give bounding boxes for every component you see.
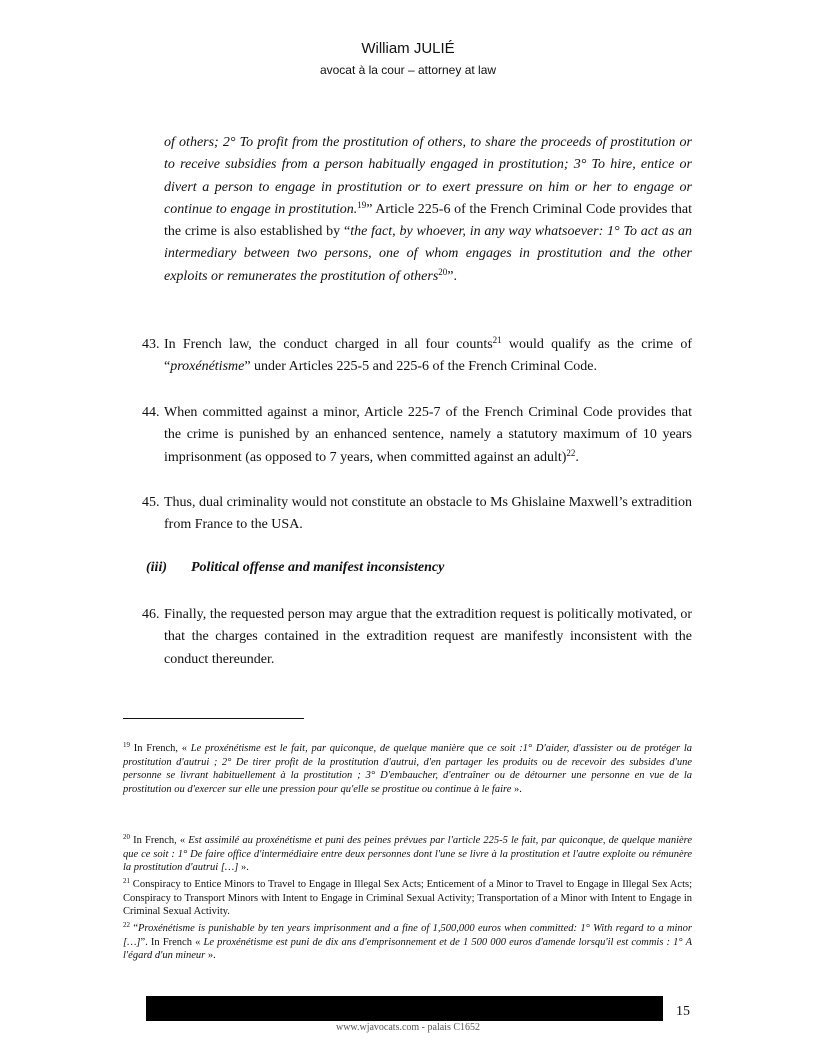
footnote-ref-20[interactable]: 20 [438, 266, 448, 277]
footnote-22: $^{22}$ “Proxénétisme is punishable by ten years imprisonment and a fine of 1,500,000 euros when committed: 1° With regard to a minor […]”. In French « Le proxénétisme est puni de dix ans d'emprisonnement et de 1 500 000 euros d'amende lorsqu'il est commis : 1° A l'égard d'un mineur ». [123, 921, 692, 962]
page-number: 15 [676, 1004, 690, 1019]
footnote-21: $^{21}$ Conspiracy to Entice Minors to Travel to Engage in Illegal Sex Acts; Enticement of a Minor to Travel to Engage in Illegal Sex Acts; Conspiracy to Transport Minors with Intent to Engage in Criminal Sexual Activity; Transportation of a Minor with Intent to Engage in Criminal Sexual Activity. [123, 877, 692, 918]
quoted-text: the fact, by whoever, in any way whatsoever: 1° To act as an intermediary between two persons, one of whom engages in prostitution and the other exploits or remunerates the prostitution of others [164, 224, 692, 284]
paragraph-43: In French law, the conduct charged in all four counts$^{21}$ would qualify as the crime of “proxénétisme” under Articles 225-5 and 225-6 of the French Criminal Code. [164, 335, 692, 375]
footnote-ref-22[interactable]: 22 [566, 447, 576, 458]
paragraph-continuation: of others; 2° To profit from the prostitution of others, to share the proceeds of prostitution or to receive subsidies from a person habitually engaged in prostitution; 3° To hire, entice or divert a person to engage in prostitution or to exert pressure on him or her to engage or continue to engage in prostitution.$^{19}$” Article 225-6 of the French Criminal Code provides that the crime is also established by “the fact, by whoever, in any way whatsoever: 1° To act as an intermediary between two persons, one of whom engages in prostitution and the other exploits or remunerates the prostitution of others$^{20}$”. [164, 135, 692, 284]
redaction-bar [146, 996, 663, 1021]
footnote-19: $^{19}$ In French, « Le proxénétisme est le fait, par quiconque, de quelque manière que ce soit :1° D'aider, d'assister ou de protéger la prostitution d'autrui ; 2° De tirer profit de la prostitution d'autrui, d'en partager les produits ou de recevoir des subsides d'une personne se livrant habituellement à la prostitution ; 3° D'embaucher, d'entraîner ou de détourner une personne en vue de la prostitution ou d'exercer sur elle une pression pour qu'elle se prostitue ou continue à le faire ». [123, 741, 692, 796]
letterhead-subtitle: avocat à la cour – attorney at law [319, 63, 497, 77]
paragraph-46: Finally, the requested person may argue that the extradition request is politically motivated, or that the charges contained in the extradition request are manifestly inconsistent with the conduct thereunder. [164, 607, 692, 667]
footnote-separator [123, 718, 304, 719]
footer-url[interactable]: www.wjavocats.com - palais C1652 [335, 1022, 481, 1033]
footnote-ref-21[interactable]: 21 [492, 335, 502, 345]
paragraph-number: 43. [142, 337, 160, 352]
paragraph-number: 44. [142, 405, 160, 420]
footnote-ref-19[interactable]: 19 [357, 199, 367, 210]
paragraph-45: Thus, dual criminality would not constitute an obstacle to Ms Ghislaine Maxwell’s extradition from France to the USA. [164, 495, 692, 533]
paragraph-44: When committed against a minor, Article 225-7 of the French Criminal Code provides that the crime is punished by an enhanced sentence, namely a statutory maximum of 10 years imprisonment (as opposed to 7 years, when committed against an adult)$^{22}$. [164, 405, 692, 465]
letterhead-name: William JULIÉ [361, 40, 455, 57]
paragraph-number: 46. [142, 607, 160, 622]
section-heading: Political offense and manifest inconsistency [191, 560, 445, 575]
section-number: (iii) [146, 560, 167, 575]
paragraph-number: 45. [142, 495, 160, 510]
quoted-text: of others; 2° To profit from the prostitution of others, to share the proceeds of prostitution or to receive subsidies from a person habitually engaged in prostitution; 3° To hire, entice or divert a person to engage in prostitution or to exert pressure on him or her to engage or continue to engage in prostitution. [164, 135, 692, 217]
footnote-20: $^{20}$ In French, « Est assimilé au proxénétisme et puni des peines prévues par l'article 225-5 le fait, par quiconque, de quelque manière que ce soit : 1° De faire office d'intermédiaire entre deux personnes dont l'une se livre à la prostitution et l'autre exploite ou rémunère la prostitution d'autrui […] ». [123, 833, 693, 874]
